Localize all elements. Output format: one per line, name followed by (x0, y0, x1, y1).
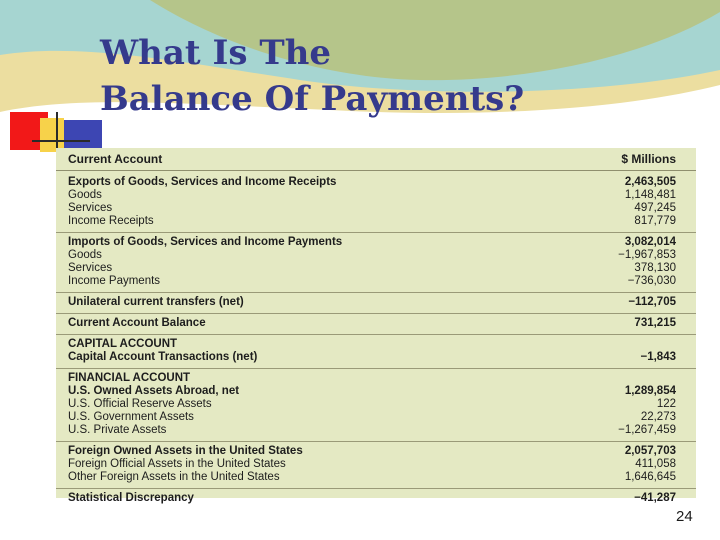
table-row (56, 445, 696, 458)
row-label: Exports of Goods, Services and Income Receipts (68, 176, 337, 188)
row-label: Income Receipts (68, 215, 154, 227)
row-label: Foreign Owned Assets in the United States (68, 445, 303, 457)
table-row (56, 262, 696, 275)
table-row (56, 249, 696, 262)
table-row (56, 202, 696, 215)
row-label: Unilateral current transfers (net) (68, 296, 244, 308)
row-label: Capital Account Transactions (net) (68, 351, 258, 363)
row-value: 731,215 (634, 317, 676, 329)
row-label: U.S. Government Assets (68, 411, 194, 423)
row-value: −736,030 (627, 275, 676, 287)
row-value: −1,967,853 (618, 249, 676, 261)
row-value: −112,705 (628, 296, 676, 308)
row-value: −41,287 (634, 492, 676, 504)
row-label: CAPITAL ACCOUNT (68, 338, 178, 350)
table-header-label: Current Account (68, 152, 163, 166)
row-label: Services (68, 262, 113, 274)
row-label: Goods (68, 249, 102, 261)
row-label: U.S. Owned Assets Abroad, net (68, 385, 240, 397)
row-label: Current Account Balance (68, 317, 206, 329)
table-header-row (56, 148, 696, 171)
row-value: 411,058 (635, 458, 676, 470)
slide-title-line-1: What Is The (100, 33, 332, 73)
table-row (56, 338, 696, 351)
row-label: FINANCIAL ACCOUNT (68, 372, 191, 384)
slide-title (100, 30, 524, 122)
table-row (56, 372, 696, 385)
row-value: 1,289,854 (624, 385, 676, 397)
row-value: 497,245 (634, 202, 676, 214)
table-row (56, 189, 696, 202)
decor-horizontal-line (32, 140, 90, 142)
row-value: −1,267,459 (618, 424, 676, 436)
table-row (56, 385, 696, 398)
table-row (56, 351, 696, 364)
row-value: 1,646,645 (624, 471, 676, 483)
balance-of-payments-table (56, 148, 696, 504)
row-label: Imports of Goods, Services and Income Payments (68, 236, 343, 248)
slide-title-line-2: Balance Of Payments? (100, 79, 525, 119)
decor-yellow-square (40, 118, 64, 152)
table-row (56, 275, 696, 288)
row-label: Statistical Discrepancy (68, 492, 194, 504)
row-label: Income Payments (68, 275, 161, 287)
table-row (56, 471, 696, 484)
row-value: 817,779 (634, 215, 676, 227)
row-value: 2,057,703 (624, 445, 676, 457)
row-value: 122 (656, 398, 676, 410)
row-label: Foreign Official Assets in the United States (68, 458, 286, 470)
row-label: U.S. Official Reserve Assets (68, 398, 212, 410)
row-label: Goods (68, 189, 102, 201)
row-label: Services (68, 202, 113, 214)
table-row (56, 398, 696, 411)
row-label: Other Foreign Assets in the United States (68, 471, 280, 483)
row-value: 1,148,481 (624, 189, 676, 201)
table-row (56, 296, 696, 309)
table-row (56, 236, 696, 249)
table-row (56, 176, 696, 189)
table-row (56, 317, 696, 330)
row-value: −1,843 (640, 351, 676, 363)
row-value: 3,082,014 (624, 236, 676, 248)
table-row (56, 215, 696, 228)
row-label: U.S. Private Assets (68, 424, 167, 436)
table-row (56, 458, 696, 471)
row-value: 378,130 (634, 262, 676, 274)
row-value: 2,463,505 (624, 176, 676, 188)
page-number: 24 (676, 508, 693, 525)
table-row (56, 424, 696, 437)
table-header-value: $ Millions (621, 152, 676, 166)
table-row (56, 411, 696, 424)
row-value: 22,273 (640, 411, 676, 423)
table-row (56, 492, 696, 505)
